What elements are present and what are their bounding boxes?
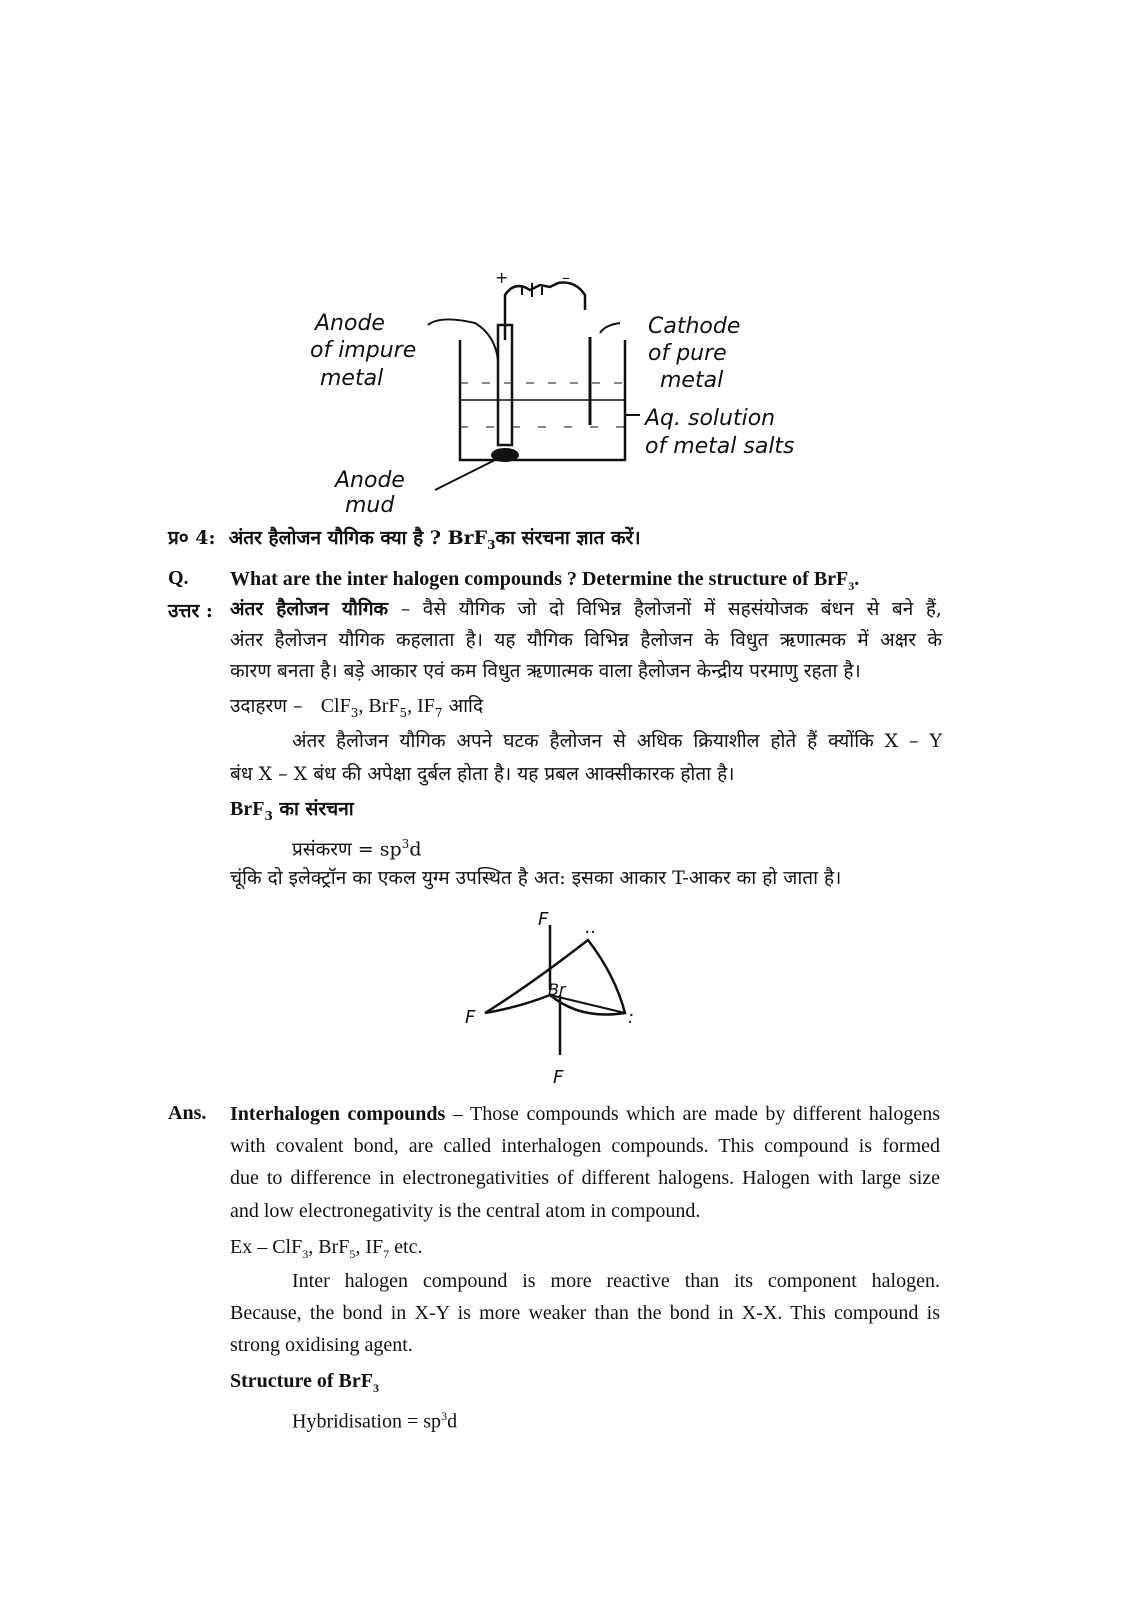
cathode-label-3: metal — [660, 368, 724, 393]
answer-english-example: Ex – ClF$_3$, BrF$_5$, $IF_7$ etc. — [230, 1236, 423, 1261]
answer-english-line-1: Interhalogen compounds – Those compounds which are made by different halogens — [230, 1103, 941, 1125]
anode-label-3: metal — [320, 366, 384, 391]
answer-hindi-para2-line-2: बंध X – X बंध की अपेक्षा दुर्बल होता है। यह प्रबल आक्सीकारक होता है। — [230, 763, 735, 785]
answer-hindi-line-2: अंतर हैलोजन यौगिक कहलाता है। यह यौगिक विभिन्न हैलोजन के विधुत ऋणात्मक में अक्षर के — [230, 629, 942, 651]
lone-pair-line: चूंकि दो इलेक्ट्रॉन का एकल युग्म उपस्थित है अत: इसका आकार T-आकर का हो जाता है। — [230, 867, 842, 889]
answer-english-para2-line-1: Inter halogen compound is more reactive than its component halogen. — [292, 1270, 940, 1292]
answer-english-para2-line-2: Because, the bond in X-Y is more weaker than the bond in X-X. This compound is — [230, 1302, 940, 1324]
question-label-english: Q. — [168, 567, 189, 589]
answer-english-line-2: with covalent bond, are called interhalogen compounds. This compound is formed — [230, 1135, 940, 1157]
answer-hindi-para2-line-1: अंतर हैलोजन यौगिक अपने घटक हैलोजन से अधिक क्रियाशील होते हैं क्योंकि X – Y — [292, 730, 942, 752]
mud-label-2: mud — [345, 493, 395, 518]
question-hindi: प्र० 4: अंतर हैलोजन यौगिक क्या है ? BrF$_3$का संरचना ज्ञात करें। — [168, 527, 641, 552]
lone-pair-top: .. — [585, 917, 597, 938]
structure-outline — [485, 940, 625, 1015]
hybridisation-english: Hybridisation = $sp^3d$ — [292, 1409, 458, 1433]
answer-hindi-term: अंतर हैलोजन यौगिक — [230, 598, 389, 620]
answer-hindi-line-3: कारण बनता है। बड़े आकार एवं कम विधुत ऋणात्मक वाला हैलोजन केन्द्रीय परमाणु रहता है। — [230, 660, 861, 682]
fluorine-bottom: F — [553, 1067, 564, 1088]
fluorine-left: F — [465, 1007, 476, 1028]
hybridisation-hindi: प्रसंकरण = $sp^3d$ — [292, 837, 422, 861]
cathode-label-1: Cathode — [648, 314, 741, 339]
answer-english-line-4: and low electronegativity is the central atom in compound. — [230, 1200, 701, 1222]
minus-sign: – — [562, 268, 570, 287]
answer-hindi-line-1: अंतर हैलोजन यौगिक – वैसे यौगिक जो दो विभिन्न हैलोजनों में सहसंयोजक बंधन से बने हैं, — [230, 598, 942, 620]
question-number: प्र० 4: — [168, 527, 216, 549]
answer-english-para2-line-3: strong oxidising agent. — [230, 1334, 413, 1356]
lone-pair-right: : — [628, 1007, 635, 1028]
structure-heading-hindi: BrF$_3$ का संरचना — [230, 798, 354, 823]
mud-label-1: Anode — [335, 468, 405, 493]
answer-hindi-example: उदाहरण – ClF$_3$, BrF$_5$, $IF_7$ आदि — [230, 695, 484, 720]
cathode-label-2: of pure — [648, 341, 727, 366]
brf3-structure-figure — [460, 905, 660, 1095]
structure-heading-english: Structure of BrF$_3$ — [230, 1370, 379, 1395]
answer-english-term: Interhalogen compounds — [230, 1103, 446, 1125]
anode-label-1: Anode — [315, 311, 385, 336]
fluorine-top: F — [538, 909, 549, 930]
solution-label-1: Aq. solution — [645, 406, 776, 431]
anode-mud — [491, 448, 519, 462]
anode-electrode — [498, 325, 512, 445]
solution-label-2: of metal salts — [645, 434, 795, 459]
answer-label-hindi: उत्तर : — [168, 600, 213, 622]
bromine-center: Br — [548, 980, 566, 999]
battery-wire — [505, 283, 585, 341]
plus-sign: + — [495, 268, 509, 287]
answer-label-english: Ans. — [168, 1102, 207, 1124]
question-english: What are the inter halogen compounds ? Determine the structure of BrF$_3$. — [230, 568, 860, 593]
electrolytic-refining-figure — [300, 265, 820, 530]
answer-english-line-3: due to difference in electronegativities of different halogens. Halogen with large size — [230, 1167, 940, 1189]
anode-label-2: of impure — [310, 338, 417, 363]
